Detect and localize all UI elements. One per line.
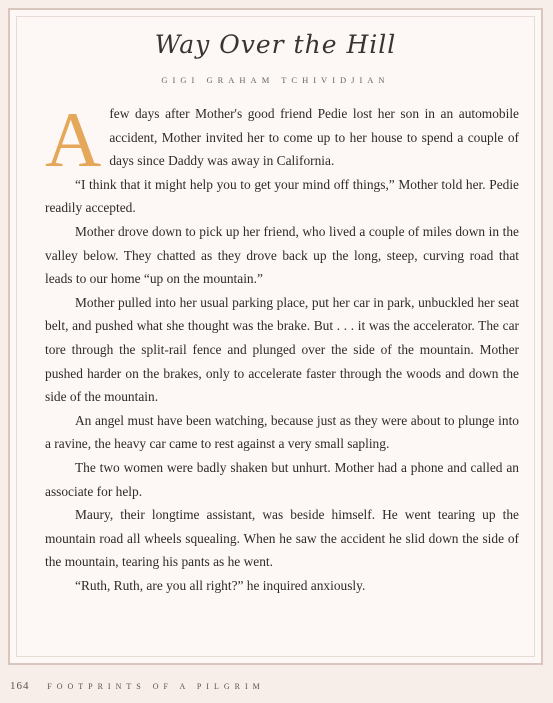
paragraph-7: Maury, their longtime assistant, was beside himself. He went tearing up the mountain road all wheels squealing. When he saw the accident he slid down the side of the mountain, tearing his pants as he went. xyxy=(45,507,519,570)
paragraph-3: Mother drove down to pick up her friend, who lived a couple of miles down in the valley below. They chatted as they drove back up the long, steep, curving road that leads to our home “up on the mountain.” xyxy=(45,223,519,287)
story-body xyxy=(45,96,519,597)
page-footer xyxy=(10,680,265,692)
chapter-title: Way Over the Hill xyxy=(154,30,397,59)
drop-cap: A xyxy=(45,96,102,183)
paragraph-2: “I think that it might help you to get your mind off things,” Mother told her. Pedie readily accepted. xyxy=(45,176,519,216)
running-title: FOOTPRINTS OF A PILGRIM xyxy=(47,682,265,691)
paragraph-4: Mother pulled into her usual parking place, put her car in park, unbuckled her seat belt, and pushed what she thought was the brake. But . . . it was the accelerator. The car tore through the split-rail fence and plunged over the side of the mountain. Mother pushed harder on the brakes, only to accelerate faster through the woods and down the side of the mountain. xyxy=(45,294,519,405)
paragraph-8: “Ruth, Ruth, are you all right?” he inquired anxiously. xyxy=(75,577,366,593)
paragraph-1 xyxy=(45,96,519,183)
page-number: 164 xyxy=(10,680,30,692)
paragraph-6: The two women were badly shaken but unhurt. Mother had a phone and called an associate for help. xyxy=(45,459,519,499)
page-frame xyxy=(8,8,543,665)
paragraph-5: An angel must have been watching, because just as they were about to plunge into a ravine, the heavy car came to rest against a very small sapling. xyxy=(45,412,519,452)
author-name: GIGI GRAHAM TCHIVIDJIAN xyxy=(161,75,390,85)
paragraph-1-text: few days after Mother's good friend Pedie lost her son in an automobile accident, Mother invited her to come up to her house to spend a couple of days since Daddy was away in California. xyxy=(109,106,519,169)
